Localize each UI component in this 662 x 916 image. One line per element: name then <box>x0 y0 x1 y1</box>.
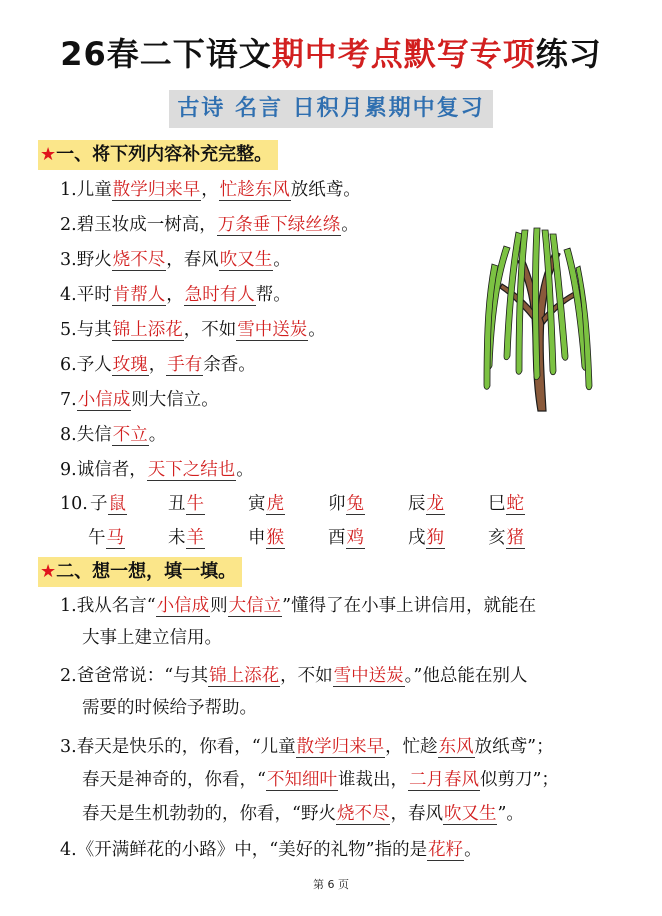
star-icon: ★ <box>40 561 57 582</box>
answer: 花籽 <box>428 840 464 860</box>
page-title <box>0 32 662 76</box>
answer: 蛇 <box>506 494 524 514</box>
answer: 急时有人 <box>184 285 255 305</box>
answer: 二月春风 <box>408 770 479 790</box>
answer: 羊 <box>186 528 204 548</box>
answer: 玫瑰 <box>112 355 148 375</box>
zodiac-item: 丑牛 <box>168 494 204 514</box>
section-1-heading <box>38 140 278 170</box>
answer: 东风 <box>438 737 474 757</box>
zodiac-item: 寅虎 <box>248 494 284 514</box>
s2-question-3-line-1: 3.春天是快乐的，你看，“儿童散学归来早，忙趁东风放纸鸢”； <box>60 737 554 757</box>
answer: 牛 <box>186 494 204 514</box>
answer: 万条垂下绿丝绦 <box>217 215 341 235</box>
answer: 手有 <box>167 355 203 375</box>
question-3: 3.野火烧不尽，春风吹又生。 <box>60 250 291 270</box>
question-7: 7.小信成则大信立。 <box>60 390 219 410</box>
answer: 马 <box>106 528 124 548</box>
answer: 肯帮人 <box>112 285 166 305</box>
answer: 烧不尽 <box>112 250 166 270</box>
section-1-text: 一、将下列内容补充完整。 <box>56 144 273 165</box>
question-10-number: 10. <box>60 494 88 514</box>
zodiac-item: 申猴 <box>248 528 284 548</box>
answer: 雪中送炭 <box>237 320 308 340</box>
title-part-1: 26春二下语文 <box>60 35 272 73</box>
answer: 虎 <box>266 494 284 514</box>
subtitle-wrap <box>0 90 662 128</box>
answer: 兔 <box>346 494 364 514</box>
zodiac-item: 未羊 <box>168 528 204 548</box>
zodiac-item: 卯兔 <box>328 494 364 514</box>
zodiac-item: 子鼠 <box>90 494 126 514</box>
section-2-text: 二、想一想，填一填。 <box>56 561 237 582</box>
question-8: 8.失信不立。 <box>60 425 167 445</box>
answer: 猪 <box>506 528 524 548</box>
answer: 吹又生 <box>219 250 273 270</box>
section-2-heading <box>38 557 242 587</box>
question-5: 5.与其锦上添花，不如雪中送炭。 <box>60 320 326 340</box>
answer: 散学归来早 <box>296 737 385 757</box>
question-2: 2.碧玉妆成一树高，万条垂下绿丝绦。 <box>60 215 359 235</box>
subtitle: 古诗 名言 日积月累期中复习 <box>169 90 492 128</box>
s2-question-2-line-2: 需要的时候给予帮助。 <box>82 698 257 718</box>
answer: 烧不尽 <box>336 804 390 824</box>
title-part-2: 期中考点默写专项 <box>271 35 536 73</box>
answer: 猴 <box>266 528 284 548</box>
question-9: 9.诚信者，天下之结也。 <box>60 460 254 480</box>
answer: 狗 <box>426 528 444 548</box>
answer: 鸡 <box>346 528 364 548</box>
answer: 小信成 <box>77 390 131 410</box>
title-part-3: 练习 <box>535 35 602 73</box>
answer: 龙 <box>426 494 444 514</box>
question-1: 1.儿童散学归来早，忙趁东风放纸鸢。 <box>60 180 361 200</box>
s2-question-1-line-2: 大事上建立信用。 <box>82 628 222 648</box>
answer: 锦上添花 <box>112 320 183 340</box>
zodiac-item: 戌狗 <box>408 528 444 548</box>
star-icon: ★ <box>40 144 57 165</box>
s2-question-3-line-2: 春天是神奇的，你看，“不知细叶谁裁出，二月春风似剪刀”； <box>82 770 559 790</box>
page-footer: 第 6 页 <box>313 878 349 891</box>
answer: 锦上添花 <box>209 666 280 686</box>
question-4: 4.平时肯帮人，急时有人帮。 <box>60 285 291 305</box>
answer: 鼠 <box>108 494 126 514</box>
zodiac-item: 亥猪 <box>488 528 524 548</box>
answer: 小信成 <box>156 596 210 616</box>
zodiac-item: 辰龙 <box>408 494 444 514</box>
s2-question-2-line-1: 2.爸爸常说：“与其锦上添花，不如雪中送炭。”他总能在别人 <box>60 666 528 686</box>
answer: 吹又生 <box>443 804 497 824</box>
answer: 大信立 <box>228 596 282 616</box>
answer: 天下之结也 <box>147 460 236 480</box>
zodiac-item: 酉鸡 <box>328 528 364 548</box>
zodiac-item: 巳蛇 <box>488 494 524 514</box>
answer: 忙趁东风 <box>219 180 290 200</box>
question-6: 6.予人玫瑰，手有余香。 <box>60 355 256 375</box>
answer: 散学归来早 <box>112 180 201 200</box>
answer: 雪中送炭 <box>333 666 404 686</box>
zodiac-item: 午马 <box>88 528 124 548</box>
willow-tree-icon <box>482 226 594 416</box>
s2-question-4: 4.《开满鲜花的小路》中，“美好的礼物”指的是花籽。 <box>60 840 482 860</box>
s2-question-3-line-3: 春天是生机勃勃的，你看，“野火烧不尽，春风吹又生”。 <box>82 804 524 824</box>
answer: 不立 <box>112 425 148 445</box>
answer: 不知细叶 <box>266 770 337 790</box>
s2-question-1-line-1: 1.我从名言“小信成则大信立”懂得了在小事上讲信用，就能在 <box>60 596 537 616</box>
